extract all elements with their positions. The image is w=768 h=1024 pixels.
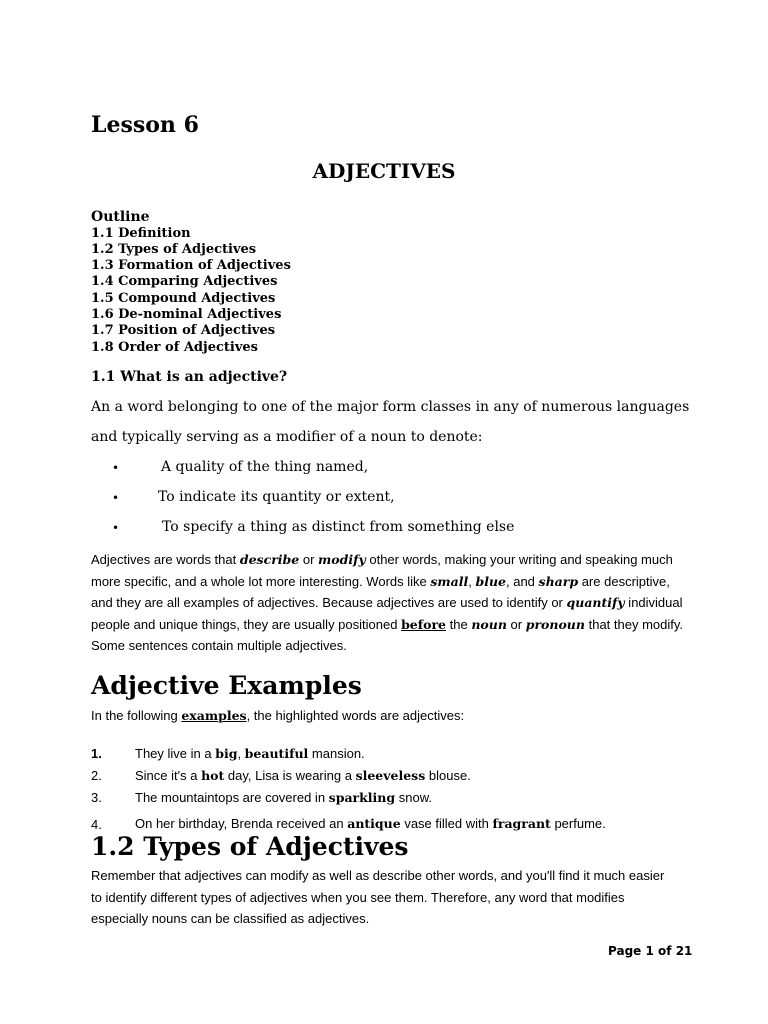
- emphasis-word: blue: [475, 573, 506, 589]
- example-number: 3.: [91, 790, 102, 805]
- emphasis-word: pronoun: [525, 616, 585, 632]
- bullet-item: To indicate its quantity or extent,: [158, 489, 395, 505]
- example-sentence: Since it's a hot day, Lisa is wearing a sleeveless blouse.: [135, 768, 471, 783]
- bullet-icon: •: [112, 521, 120, 535]
- adjective-description-paragraph: Adjectives are words that describe or modify other words, making your writing and speaking much more specific, and a whole lot more interesting. Words like small, blue, and sharp are descriptive, and they are all examples of adjectives. Because adjectives are used to identify or quantify individual people and unique things, they are usually positioned before the noun or pronoun that they modify. Some sentences contain multiple adjectives.: [91, 552, 684, 653]
- outline-item: 1.3 Formation of Adjectives: [91, 258, 291, 273]
- bullet-icon: •: [112, 461, 120, 475]
- example-number: 2.: [91, 768, 102, 783]
- section-heading-1-2: 1.2 Types of Adjectives: [91, 832, 409, 861]
- emphasis-word: quantify: [566, 595, 625, 610]
- definition-line: and typically serving as a modifier of a noun to denote:: [91, 429, 483, 445]
- bullet-item: To specify a thing as distinct from something else: [162, 519, 515, 535]
- outline-item: 1.2 Types of Adjectives: [91, 242, 257, 257]
- examples-intro: In the following examples, the highlighted words are adjectives:: [91, 708, 465, 723]
- outline-item: 1.1 Definition: [91, 226, 191, 241]
- types-paragraph-line: to identify different types of adjectives when you see them. Therefore, any word that modifies: [91, 890, 625, 905]
- outline-item: 1.7 Position of Adjectives: [91, 323, 276, 338]
- emphasis-word: noun: [471, 616, 507, 632]
- page-number-footer: Page 1 of 21: [608, 944, 693, 958]
- outline-item: 1.4 Comparing Adjectives: [91, 274, 278, 289]
- emphasis-word: small: [430, 573, 469, 589]
- types-paragraph-line: Remember that adjectives can modify as well as describe other words, and you'll find it much easier: [91, 868, 665, 883]
- bullet-item: A quality of the thing named,: [161, 459, 369, 475]
- example-sentence: The mountaintops are covered in sparkling snow.: [135, 790, 432, 805]
- examples-link[interactable]: examples: [181, 708, 247, 723]
- types-paragraph-line: especially nouns can be classified as adjectives.: [91, 911, 370, 926]
- emphasis-word: describe: [239, 552, 300, 567]
- outline-label: Outline: [91, 209, 150, 225]
- outline-item: 1.5 Compound Adjectives: [91, 291, 276, 306]
- outline-item: 1.8 Order of Adjectives: [91, 340, 258, 355]
- example-sentence: They live in a big, beautiful mansion.: [135, 746, 365, 761]
- definition-line: An a word belonging to one of the major form classes in any of numerous languages: [91, 399, 690, 415]
- emphasis-word: modify: [318, 552, 366, 567]
- page-title: ADJECTIVES: [312, 159, 456, 183]
- section-heading-1-1: 1.1 What is an adjective?: [91, 369, 288, 385]
- emphasis-word: sharp: [538, 573, 579, 589]
- example-number: 4.: [91, 817, 102, 832]
- lesson-heading: Lesson 6: [91, 112, 199, 138]
- outline-item: 1.6 De-nominal Adjectives: [91, 307, 282, 322]
- example-number: 1.: [91, 746, 102, 761]
- bullet-icon: •: [112, 491, 120, 505]
- before-link[interactable]: before: [401, 616, 447, 632]
- example-sentence: On her birthday, Brenda received an antique vase filled with fragrant perfume.: [135, 816, 606, 831]
- section-heading-examples: Adjective Examples: [91, 671, 362, 700]
